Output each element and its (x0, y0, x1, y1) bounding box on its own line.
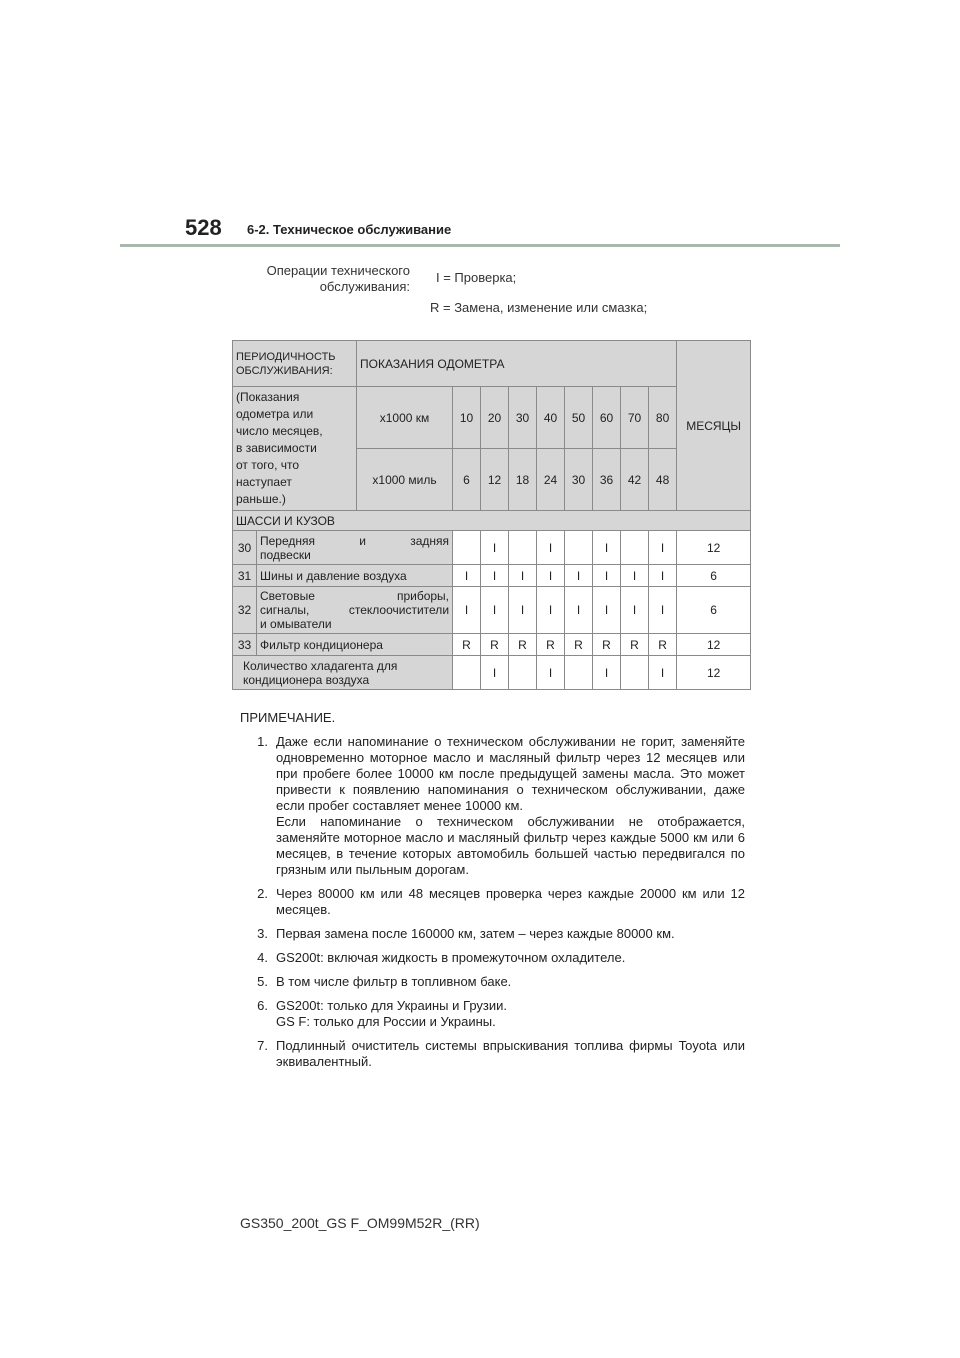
row-months: 6 (677, 587, 751, 634)
note-paragraph: Даже если напоминание о техническом обслуживании не горит, заменяйте одновременно моторное масло и масляный фильтр через 12 месяцев или при пробеге более 10000 км после предыдущей замены масла. Это может привести к появлению напоминания о техническом обслуживании, даже если пробег составляет менее 10000 км. (276, 734, 745, 813)
row-cell: I (565, 587, 593, 634)
period-note-line: наступает (236, 475, 292, 489)
period-note-line: от того, что (236, 458, 300, 472)
row-number: 30 (233, 531, 257, 565)
miles-label: x1000 миль (357, 449, 453, 511)
row-item (257, 587, 453, 634)
row-cell (565, 656, 593, 690)
row-item-line: Фильтр кондиционера (260, 637, 383, 652)
note-body (276, 998, 745, 1030)
odometer-header: ПОКАЗАНИЯ ОДОМЕТРА (357, 341, 677, 387)
table-row (233, 656, 751, 690)
row-cell: I (509, 565, 537, 587)
row-item-line: Световые приборы, (260, 589, 450, 603)
note-paragraph: Через 80000 км или 48 месяцев проверка через каждые 20000 км или 12 месяцев. (276, 886, 745, 917)
miles-value: 24 (537, 449, 565, 511)
row-cell: I (565, 565, 593, 587)
miles-value: 12 (481, 449, 509, 511)
note-body (276, 734, 745, 878)
row-cell: I (481, 531, 509, 565)
note-item (240, 734, 745, 878)
miles-value: 6 (453, 449, 481, 511)
table-row (233, 634, 751, 656)
period-note-line: число месяцев, (236, 424, 323, 438)
km-value: 80 (649, 387, 677, 449)
legend-replace: R = Замена, изменение или смазка; (430, 300, 648, 315)
note-item (240, 926, 745, 942)
note-item (240, 1038, 745, 1070)
row-cell: I (453, 565, 481, 587)
note-item (240, 950, 745, 966)
row-cell: R (649, 634, 677, 656)
row-cell (453, 531, 481, 565)
row-cell (509, 656, 537, 690)
row-cell (621, 656, 649, 690)
row-cell: I (481, 587, 509, 634)
notes (240, 710, 745, 1078)
row-cell: R (509, 634, 537, 656)
row-cell: R (621, 634, 649, 656)
row-cell: I (481, 565, 509, 587)
maintenance-schedule-table (232, 340, 751, 690)
row-item-line: сигналы, стеклоочистители (260, 603, 450, 617)
row-item-line: Шины и давление воздуха (260, 568, 407, 583)
row-cell: I (537, 531, 565, 565)
note-item (240, 974, 745, 990)
note-body (276, 1038, 745, 1070)
note-number: 5. (257, 974, 268, 989)
legend-label-line: обслуживания: (319, 279, 410, 294)
row-item-line: кондиционера воздуха (243, 672, 370, 687)
miles-value: 42 (621, 449, 649, 511)
note-number: 2. (257, 886, 268, 901)
row-cell: I (593, 587, 621, 634)
note-body (276, 926, 745, 942)
km-value: 60 (593, 387, 621, 449)
note-item (240, 886, 745, 918)
row-cell: I (481, 656, 509, 690)
row-item-line: подвески (260, 547, 311, 562)
km-value: 30 (509, 387, 537, 449)
km-label: x1000 км (357, 387, 453, 449)
km-value: 70 (621, 387, 649, 449)
row-months: 12 (677, 634, 751, 656)
notes-title: ПРИМЕЧАНИЕ. (240, 710, 336, 725)
header-rule (120, 244, 840, 247)
note-number: 1. (257, 734, 268, 749)
row-cell: I (537, 587, 565, 634)
page-number: 528 (185, 215, 222, 240)
note-paragraph: Первая замена после 160000 км, затем – через каждые 80000 км. (276, 926, 675, 941)
miles-value: 36 (593, 449, 621, 511)
row-cell: I (649, 587, 677, 634)
note-item (240, 998, 745, 1030)
row-cell (565, 531, 593, 565)
row-cell: I (509, 587, 537, 634)
legend-label-line: Операции технического (266, 263, 410, 278)
row-number: 32 (233, 587, 257, 634)
legend-label (240, 263, 410, 295)
table-row (233, 587, 751, 634)
row-item-line: и омыватели (260, 617, 332, 631)
row-cell: I (593, 656, 621, 690)
row-cell: R (481, 634, 509, 656)
note-paragraph: Если напоминание о техническом обслуживании не отображается, заменяйте моторное масло и масляный фильтр через каждые 5000 км или 6 месяцев, в течение которых автомобиль большей частью передвигался по грязным или пыльным дорогам. (276, 814, 745, 877)
period-header (233, 341, 357, 387)
notes-list (240, 734, 745, 1070)
period-header-line: ПЕРИОДИЧНОСТЬ (236, 350, 336, 363)
note-paragraph: В том числе фильтр в топливном баке. (276, 974, 512, 989)
row-cell: R (593, 634, 621, 656)
note-number: 6. (257, 998, 268, 1013)
period-note-line: одометра или (236, 407, 314, 421)
row-cell: I (621, 587, 649, 634)
row-item-line: Количество хладагента для (243, 658, 398, 673)
row-cell: R (537, 634, 565, 656)
row-cell: I (593, 531, 621, 565)
km-value: 10 (453, 387, 481, 449)
row-item (257, 531, 453, 565)
period-note-line: (Показания (236, 390, 300, 404)
months-header: МЕСЯЦЫ (677, 341, 751, 511)
note-paragraph: GS200t: только для Украины и Грузии. (276, 998, 507, 1013)
row-item (257, 565, 453, 587)
km-value: 20 (481, 387, 509, 449)
row-months: 12 (677, 656, 751, 690)
note-body (276, 950, 745, 966)
row-number: 31 (233, 565, 257, 587)
row-cell: I (621, 565, 649, 587)
row-item-line: Передняя и задняя (260, 533, 450, 548)
row-item (233, 656, 453, 690)
row-cell (621, 531, 649, 565)
note-paragraph: GS200t: включая жидкость в промежуточном охладителе. (276, 950, 626, 965)
row-months: 12 (677, 531, 751, 565)
row-cell (453, 656, 481, 690)
row-cell: R (565, 634, 593, 656)
row-cell: I (537, 656, 565, 690)
table-row (233, 531, 751, 565)
footer-code: GS350_200t_GS F_OM99M52R_(RR) (240, 1215, 480, 1231)
row-cell: I (649, 656, 677, 690)
period-header-line: ОБСЛУЖИВАНИЯ: (236, 364, 333, 377)
note-body (276, 886, 745, 918)
legend-inspect: I = Проверка; (436, 270, 517, 285)
row-cell: I (649, 531, 677, 565)
miles-value: 30 (565, 449, 593, 511)
row-cell: I (453, 587, 481, 634)
km-value: 50 (565, 387, 593, 449)
note-paragraph: GS F: только для России и Украины. (276, 1014, 496, 1029)
row-cell: R (453, 634, 481, 656)
row-months: 6 (677, 565, 751, 587)
note-number: 7. (257, 1038, 268, 1053)
table-row (233, 565, 751, 587)
section-title: 6-2. Техническое обслуживание (247, 222, 452, 237)
note-number: 3. (257, 926, 268, 941)
miles-value: 18 (509, 449, 537, 511)
note-paragraph: Подлинный очиститель системы впрыскивания топлива фирмы Toyota или эквивалентный. (276, 1038, 745, 1069)
row-cell (509, 531, 537, 565)
period-note-line: раньше.) (236, 492, 286, 506)
row-number: 33 (233, 634, 257, 656)
note-number: 4. (257, 950, 268, 965)
note-body (276, 974, 745, 990)
row-cell: I (649, 565, 677, 587)
period-note (233, 387, 357, 511)
row-cell: I (537, 565, 565, 587)
period-note-line: в зависимости (236, 441, 317, 455)
row-item (257, 634, 453, 656)
section-row: ШАССИ И КУЗОВ (233, 511, 751, 531)
km-value: 40 (537, 387, 565, 449)
miles-value: 48 (649, 449, 677, 511)
row-cell: I (593, 565, 621, 587)
